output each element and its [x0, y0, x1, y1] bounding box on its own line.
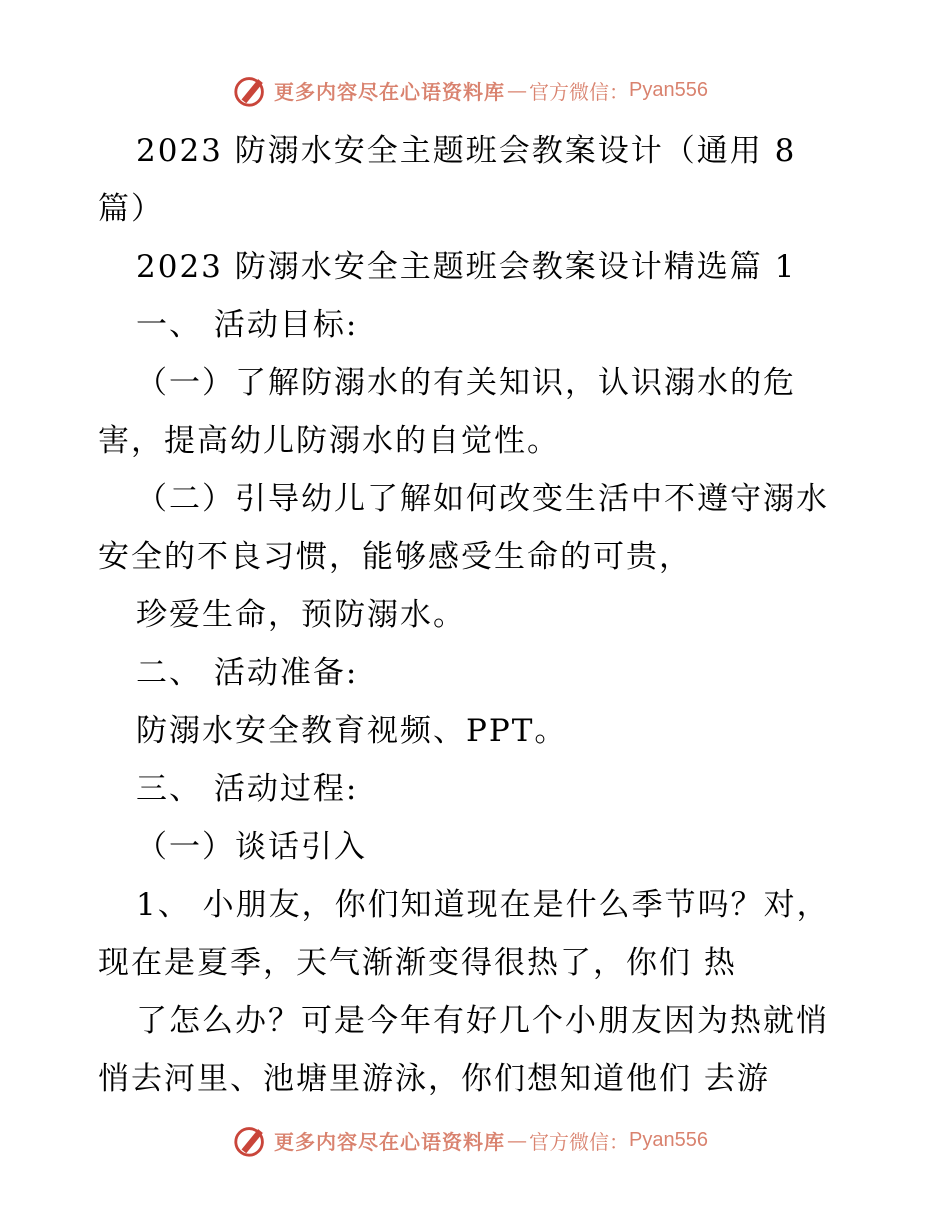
- section-title: 2023 防溺水安全主题班会教案设计精选篇 1: [136, 249, 797, 285]
- pen-logo-icon: [232, 1121, 270, 1159]
- paragraph-line: 防溺水安全教育视频、PPT。: [136, 713, 568, 749]
- watermark-dash: —: [507, 1128, 527, 1152]
- footer-watermark: [232, 1118, 708, 1162]
- watermark-official: 官方微信：: [529, 79, 629, 104]
- paragraph-line: 1、 小朋友，你们知道现在是什么季节吗？对，: [136, 887, 830, 923]
- paragraph-line: 悄去河里、池塘里游泳，你们想知道他们 去游: [98, 1061, 770, 1097]
- document-body: [98, 122, 868, 1108]
- header-watermark: [232, 68, 708, 112]
- pen-logo-icon: [232, 71, 270, 109]
- paragraph-line: 现在是夏季，天气渐渐变得很热了，你们 热: [98, 945, 737, 981]
- doc-title-line-1: 2023 防溺水安全主题班会教案设计（通用 8: [136, 133, 797, 169]
- watermark-text: 更多内容尽在心语资料库: [274, 79, 505, 104]
- watermark-official: 官方微信：: [529, 1129, 629, 1154]
- doc-title-line-2: 篇）: [98, 191, 164, 227]
- paragraph-line: 安全的不良习惯，能够感受生命的可贵，: [98, 539, 692, 575]
- heading-preparation: 二、 活动准备:: [136, 655, 359, 691]
- paragraph-line: （一）了解防溺水的有关知识，认识溺水的危: [136, 365, 796, 401]
- watermark-text: 更多内容尽在心语资料库: [274, 1129, 505, 1154]
- heading-process: 三、 活动过程:: [136, 771, 359, 807]
- paragraph-line: （二）引导幼儿了解如何改变生活中不遵守溺水: [136, 481, 829, 517]
- watermark-dash: —: [507, 78, 527, 102]
- paragraph-line: 了怎么办？可是今年有好几个小朋友因为热就悄: [136, 1003, 829, 1039]
- watermark-handle: Pyan556: [629, 78, 708, 101]
- heading-goals: 一、 活动目标:: [136, 307, 359, 343]
- watermark-handle: Pyan556: [629, 1128, 708, 1151]
- paragraph-line: 害，提高幼儿防溺水的自觉性。: [98, 423, 560, 459]
- subheading-intro: （一）谈话引入: [136, 829, 367, 865]
- paragraph-line: 珍爱生命，预防溺水。: [136, 597, 466, 633]
